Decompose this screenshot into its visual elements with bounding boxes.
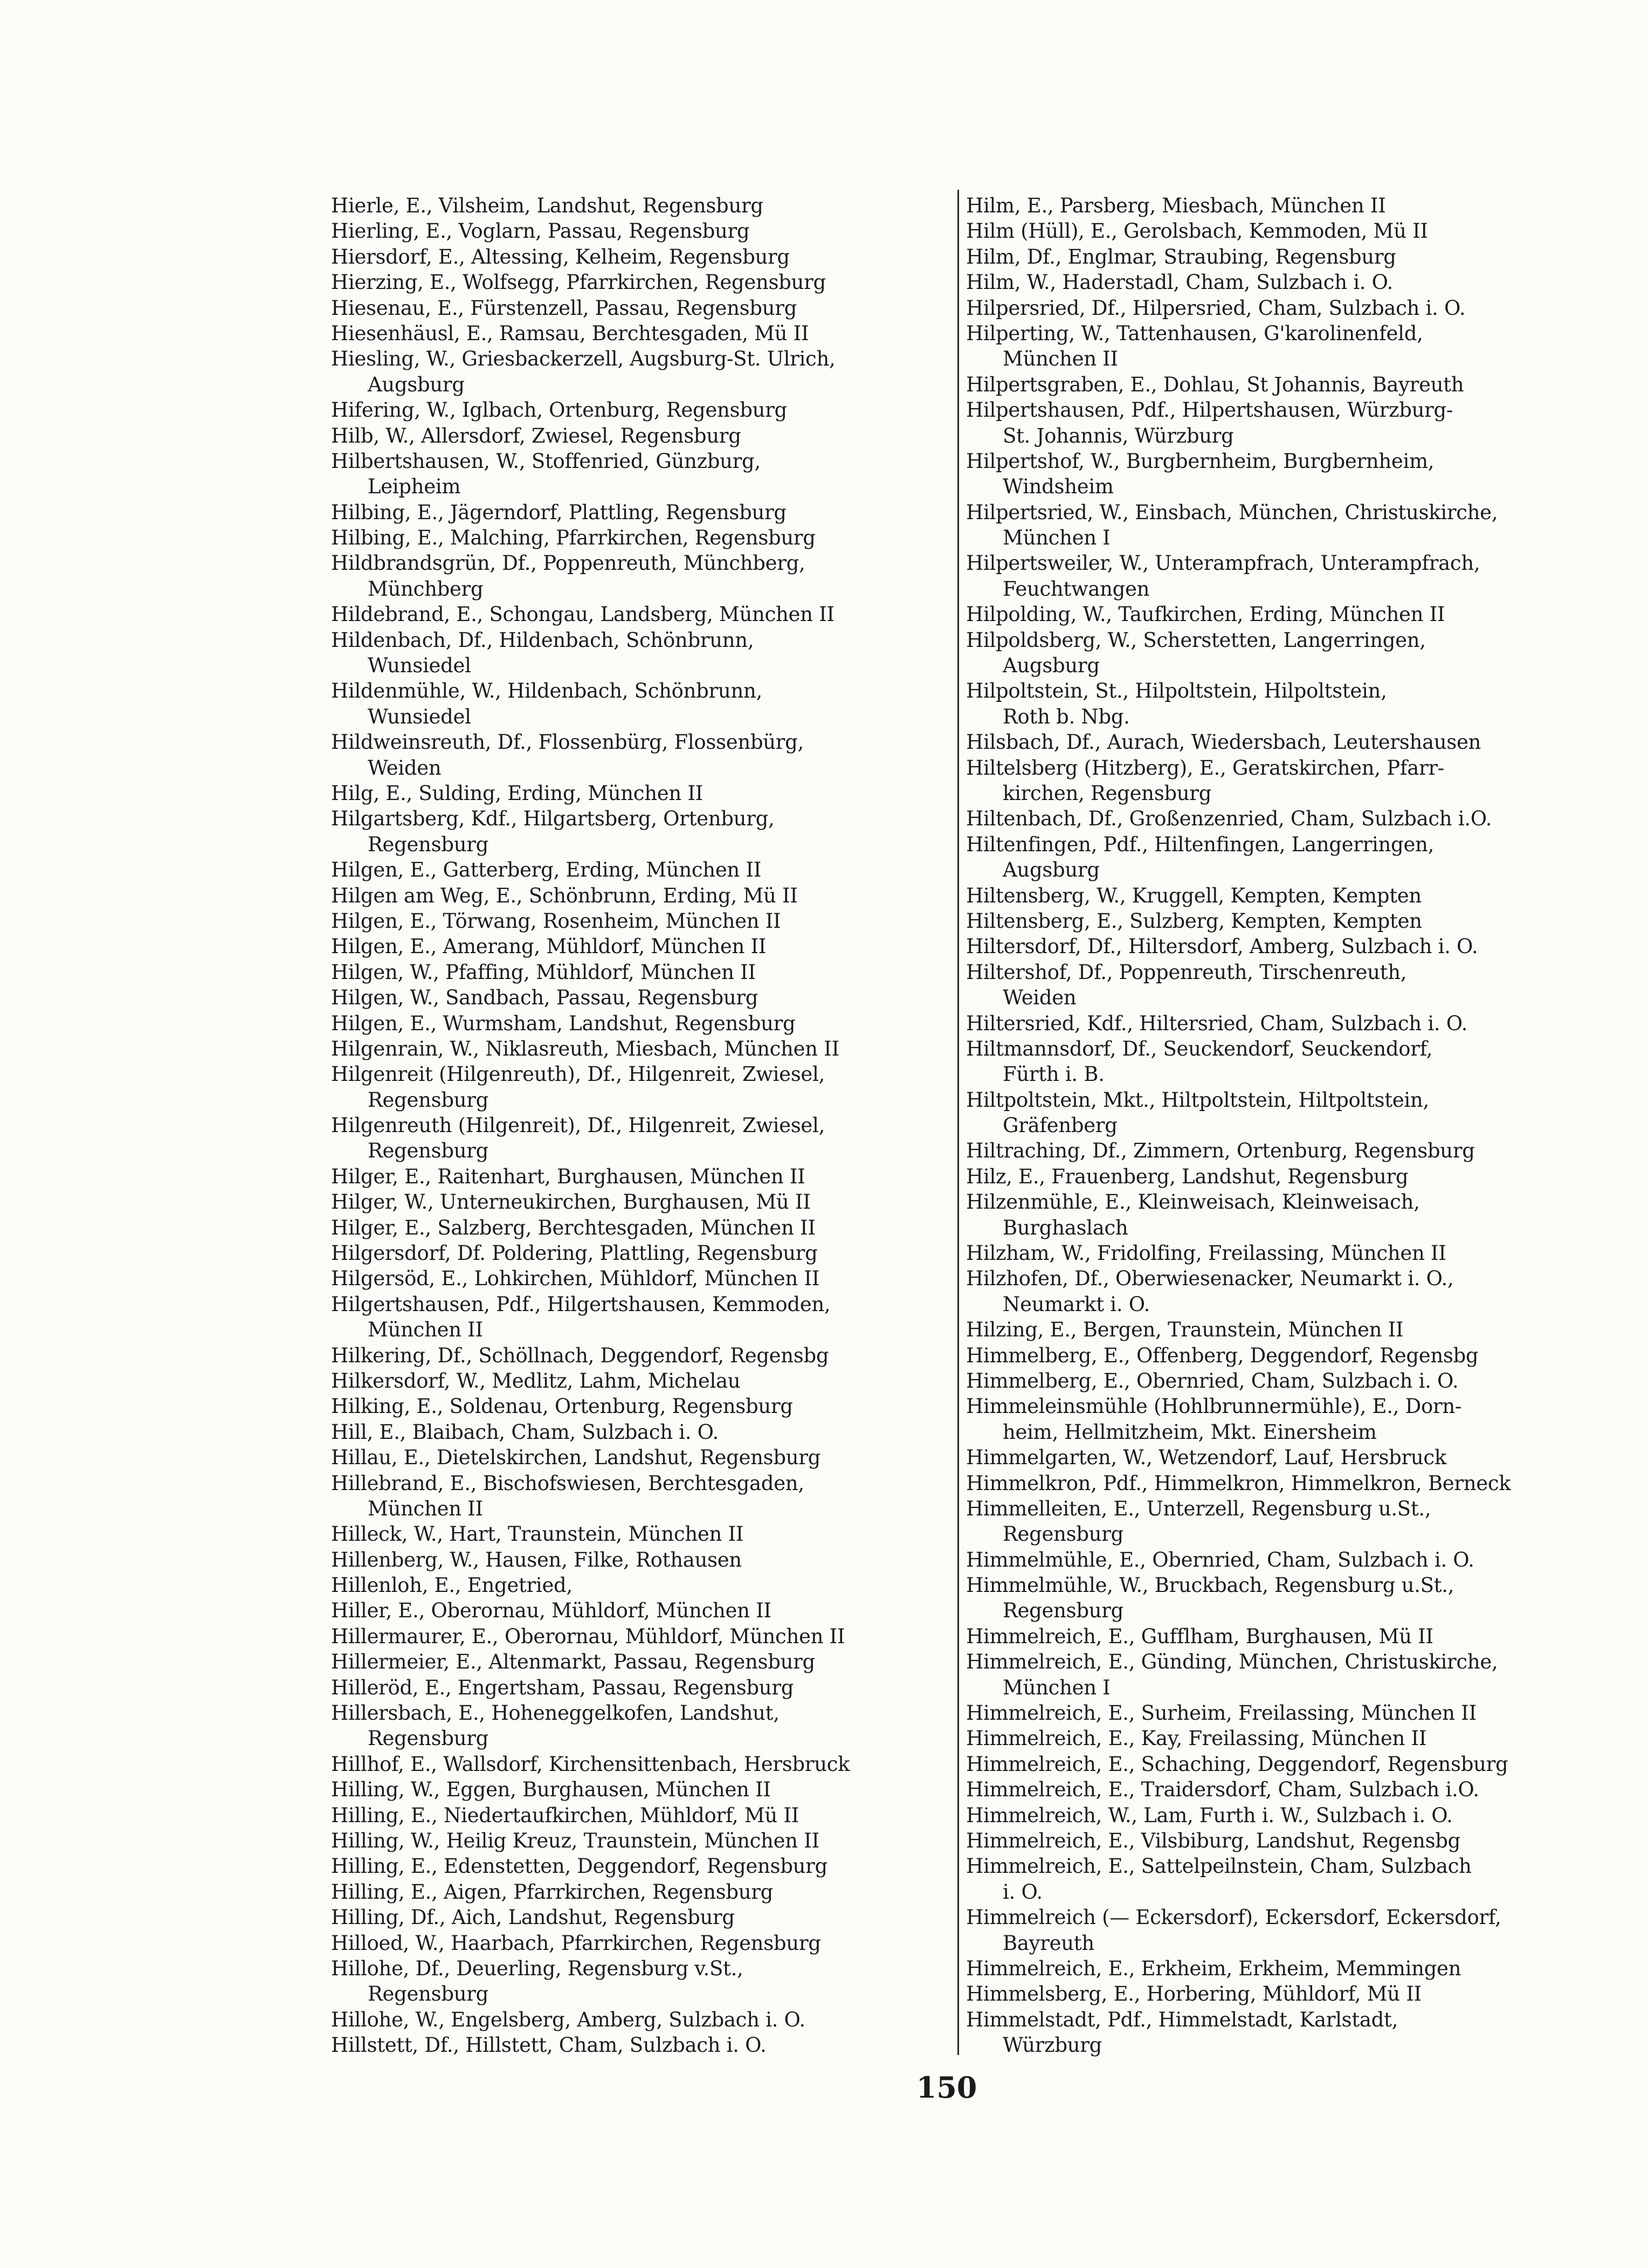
entry-line: Hilgen am Weg, E., Schönbrunn, Erding, Mü II — [331, 884, 798, 907]
gazetteer-entry — [966, 1240, 1586, 1266]
entry-continuation-line: Weiden — [1003, 986, 1077, 1010]
gazetteer-entry — [331, 1113, 951, 1164]
gazetteer-entry — [331, 1036, 951, 1061]
entry-line: Hiersdorf, E., Altessing, Kelheim, Regensburg — [331, 245, 790, 268]
gazetteer-entry — [331, 1240, 951, 1266]
gazetteer-entry — [966, 449, 1586, 500]
gazetteer-entry — [331, 1879, 951, 1905]
gazetteer-entry — [331, 1368, 951, 1394]
entry-continuation-line: Wunsiedel — [368, 705, 471, 728]
entry-line: Hilgartsberg, Kdf., Hilgartsberg, Ortenburg, — [331, 807, 775, 831]
entry-line: Hildenmühle, W., Hildenbach, Schönbrunn, — [331, 679, 762, 703]
gazetteer-entry — [331, 1675, 951, 1700]
right-column — [966, 193, 1586, 2058]
entry-continuation-line: Roth b. Nbg. — [1003, 705, 1130, 728]
entry-line: Himmelreich, E., Vilsbiburg, Landshut, Regensbg — [966, 1829, 1461, 1852]
entry-line: Himmelreich, E., Kay, Freilassing, München II — [966, 1727, 1427, 1750]
entry-line: Hilking, E., Soldenau, Ortenburg, Regensburg — [331, 1395, 793, 1418]
entry-line: Hiltpoltstein, Mkt., Hiltpoltstein, Hiltpoltstein, — [966, 1088, 1429, 1112]
gazetteer-entry — [331, 602, 951, 627]
entry-line: Himmelreich, E., Sattelpeilnstein, Cham, Sulzbach — [966, 1855, 1472, 1878]
gazetteer-entry — [966, 1573, 1586, 1624]
entry-line: Hildbrandsgrün, Df., Poppenreuth, Münchberg, — [331, 552, 805, 575]
entry-line: Hillhof, E., Wallsdorf, Kirchensittenbach, Hersbruck — [331, 1752, 850, 1776]
gazetteer-entry — [331, 397, 951, 423]
entry-line: Hierle, E., Vilsheim, Landshut, Regensburg — [331, 194, 763, 217]
entry-continuation-line: Regensburg — [368, 1727, 489, 1750]
page-number: 150 — [916, 2070, 977, 2105]
entry-line: Himmelmühle, W., Bruckbach, Regensburg u.St., — [966, 1574, 1454, 1597]
entry-continuation-line: München I — [1003, 1676, 1111, 1699]
gazetteer-entry — [331, 1164, 951, 1189]
entry-line: Hilm, Df., Englmar, Straubing, Regensburg — [966, 245, 1396, 268]
entry-line: Hilpertshof, W., Burgbernheim, Burgbernheim, — [966, 449, 1435, 473]
gazetteer-entry — [331, 1547, 951, 1573]
gazetteer-entry — [966, 218, 1586, 244]
entry-continuation-line: Gräfenberg — [1003, 1114, 1118, 1138]
entry-continuation-line: Wunsiedel — [368, 654, 471, 678]
gazetteer-entry — [331, 908, 951, 934]
gazetteer-entry — [966, 1266, 1586, 1317]
entry-continuation-line: Windsheim — [1003, 475, 1114, 499]
gazetteer-entry — [966, 1471, 1586, 1496]
entry-line: Hiltersdorf, Df., Hiltersdorf, Amberg, Sulzbach i. O. — [966, 935, 1478, 959]
entry-continuation-line: Bayreuth — [1003, 1931, 1094, 1955]
entry-continuation-line: Leipheim — [368, 475, 461, 499]
entry-line: Hillermaurer, E., Oberornau, Mühldorf, München II — [331, 1624, 845, 1648]
entry-line: Hilpertsgraben, E., Dohlau, St Johannis, Bayreuth — [966, 373, 1464, 396]
gazetteer-entry — [331, 1649, 951, 1674]
gazetteer-entry — [966, 1547, 1586, 1573]
entry-line: Hiltensberg, W., Kruggell, Kempten, Kempten — [966, 884, 1422, 907]
gazetteer-entry — [331, 1931, 951, 1956]
gazetteer-entry — [966, 628, 1586, 679]
entry-continuation-line: München I — [1003, 526, 1111, 550]
entry-line: Hilleröd, E., Engertsham, Passau, Regensburg — [331, 1676, 794, 1699]
entry-line: Himmelreich, W., Lam, Furth i. W., Sulzbach i. O. — [966, 1803, 1453, 1827]
gazetteer-entry — [331, 1266, 951, 1291]
gazetteer-entry — [331, 270, 951, 295]
gazetteer-entry — [331, 1956, 951, 2007]
entry-line: Hilgen, E., Törwang, Rosenheim, München II — [331, 909, 781, 933]
entry-continuation-line: kirchen, Regensburg — [1003, 781, 1212, 805]
entry-line: Hilpolding, W., Taufkirchen, Erding, München II — [966, 603, 1445, 626]
entry-line: Himmelmühle, E., Obernried, Cham, Sulzbach i. O. — [966, 1548, 1474, 1571]
gazetteer-entry — [966, 832, 1586, 883]
gazetteer-entry — [331, 1803, 951, 1828]
gazetteer-entry — [966, 500, 1586, 551]
entry-continuation-line: St. Johannis, Würzburg — [1003, 424, 1234, 447]
entry-line: Hierling, E., Voglarn, Passau, Regensburg — [331, 219, 750, 243]
gazetteer-entry — [966, 678, 1586, 729]
entry-line: Hilpersried, Df., Hilpersried, Cham, Sulzbach i. O. — [966, 296, 1466, 320]
gazetteer-entry — [966, 550, 1586, 602]
gazetteer-entry — [331, 857, 951, 883]
entry-line: Hillersbach, E., Hoheneggelkofen, Landshut, — [331, 1701, 780, 1725]
entry-continuation-line: Augsburg — [1003, 858, 1100, 882]
entry-line: Hilzhofen, Df., Oberwiesenacker, Neumarkt i. O., — [966, 1267, 1454, 1291]
gazetteer-entry — [331, 960, 951, 985]
entry-line: Hillermeier, E., Altenmarkt, Passau, Regensburg — [331, 1650, 815, 1674]
gazetteer-entry — [966, 1956, 1586, 1981]
gazetteer-entry — [331, 1752, 951, 1777]
gazetteer-entry — [331, 500, 951, 525]
gazetteer-entry — [966, 270, 1586, 295]
gazetteer-entry — [331, 806, 951, 857]
entry-line: Hiesenau, E., Fürstenzell, Passau, Regensburg — [331, 296, 797, 320]
gazetteer-entry — [331, 1905, 951, 1930]
gazetteer-entry — [966, 1752, 1586, 1777]
entry-line: Hillohe, W., Engelsberg, Amberg, Sulzbach i. O. — [331, 2008, 805, 2031]
gazetteer-entry — [331, 1573, 951, 1598]
gazetteer-entry — [331, 1011, 951, 1036]
entry-line: Hiesenhäusl, E., Ramsau, Berchtesgaden, Mü II — [331, 321, 809, 345]
gazetteer-entry — [966, 1036, 1586, 1087]
gazetteer-entry — [966, 1905, 1586, 1956]
gazetteer-entry — [331, 1777, 951, 1802]
entry-line: Hilling, E., Niedertaufkirchen, Mühldorf, Mü II — [331, 1803, 799, 1827]
entry-continuation-line: Feuchtwangen — [1003, 577, 1150, 601]
gazetteer-entry — [966, 1368, 1586, 1394]
entry-line: Hilkersdorf, W., Medlitz, Lahm, Michelau — [331, 1369, 741, 1392]
entry-line: Hildweinsreuth, Df., Flossenbürg, Flossenbürg, — [331, 730, 804, 754]
entry-line: Hilgen, E., Amerang, Mühldorf, München II — [331, 935, 767, 959]
entry-line: Himmelreich, E., Erkheim, Erkheim, Memmingen — [966, 1956, 1461, 1980]
entry-continuation-line: Regensburg — [368, 1982, 489, 2006]
entry-line: Hiltelsberg (Hitzberg), E., Geratskirchen, Pfarr- — [966, 756, 1444, 780]
gazetteer-entry — [966, 321, 1586, 372]
column-divider — [957, 190, 959, 2055]
entry-line: Hillohe, Df., Deuerling, Regensburg v.St., — [331, 1956, 743, 1980]
gazetteer-entry — [331, 525, 951, 550]
entry-line: Himmelreich (— Eckersdorf), Eckersdorf, Eckersdorf, — [966, 1906, 1501, 1929]
gazetteer-entry — [966, 295, 1586, 321]
entry-line: Hilling, W., Heilig Kreuz, Traunstein, München II — [331, 1829, 819, 1852]
entry-continuation-line: Neumarkt i. O. — [1003, 1292, 1150, 1316]
gazetteer-entry — [331, 346, 951, 397]
entry-line: Hilgen, E., Gatterberg, Erding, München II — [331, 858, 762, 882]
gazetteer-entry — [331, 2032, 951, 2058]
entry-line: Himmelreich, E., Günding, München, Christuskirche, — [966, 1650, 1498, 1674]
gazetteer-entry — [331, 1215, 951, 1240]
entry-line: Hiltensberg, E., Sulzberg, Kempten, Kempten — [966, 909, 1422, 933]
entry-line: Hilgen, E., Wurmsham, Landshut, Regensburg — [331, 1011, 796, 1035]
gazetteer-entry — [331, 1853, 951, 1879]
entry-continuation-line: Burghaslach — [1003, 1216, 1128, 1239]
gazetteer-entry — [331, 1445, 951, 1470]
entry-line: Hilleck, W., Hart, Traunstein, München II — [331, 1522, 744, 1546]
entry-continuation-line: München II — [368, 1318, 483, 1342]
entry-line: Hifering, W., Iglbach, Ortenburg, Regensburg — [331, 398, 787, 422]
gazetteer-entry — [966, 1777, 1586, 1802]
gazetteer-entry — [966, 755, 1586, 806]
gazetteer-entry — [966, 1189, 1586, 1240]
gazetteer-entry — [331, 934, 951, 959]
gazetteer-entry — [331, 1419, 951, 1445]
gazetteer-entry — [331, 781, 951, 806]
entry-line: Himmelgarten, W., Wetzendorf, Lauf, Hersbruck — [966, 1446, 1446, 1470]
gazetteer-entry — [966, 1803, 1586, 1828]
gazetteer-entry — [331, 1828, 951, 1853]
gazetteer-entry — [331, 193, 951, 218]
entry-line: Hilpoltstein, St., Hilpoltstein, Hilpoltstein, — [966, 679, 1387, 703]
gazetteer-entry — [966, 1828, 1586, 1853]
entry-line: Hillstett, Df., Hillstett, Cham, Sulzbach i. O. — [331, 2033, 767, 2057]
entry-line: Himmeleinsmühle (Hohlbrunnermühle), E., Dorn- — [966, 1395, 1462, 1418]
gazetteer-entry — [966, 244, 1586, 270]
entry-line: Hilgenreuth (Hilgenreit), Df., Hilgenreit, Zwiesel, — [331, 1114, 825, 1138]
entry-line: Himmelberg, E., Offenberg, Deggendorf, Regensbg — [966, 1343, 1479, 1367]
gazetteer-entry — [966, 1445, 1586, 1470]
gazetteer-entry — [966, 883, 1586, 908]
entry-line: Hiltraching, Df., Zimmern, Ortenburg, Regensburg — [966, 1139, 1475, 1163]
gazetteer-entry — [966, 806, 1586, 831]
entry-line: Hiltershof, Df., Poppenreuth, Tirschenreuth, — [966, 960, 1407, 984]
entry-line: Hilgenrain, W., Niklasreuth, Miesbach, München II — [331, 1037, 839, 1060]
entry-line: Hilbing, E., Jägerndorf, Plattling, Regensburg — [331, 500, 787, 524]
gazetteer-entry — [966, 1853, 1586, 1905]
entry-continuation-line: Regensburg — [368, 1088, 489, 1112]
entry-line: Himmelsberg, E., Horbering, Mühldorf, Mü II — [966, 1982, 1422, 2006]
entry-line: Hilb, W., Allersdorf, Zwiesel, Regensburg — [331, 424, 741, 447]
entry-line: Hillau, E., Dietelskirchen, Landshut, Regensburg — [331, 1446, 821, 1470]
entry-line: Hill, E., Blaibach, Cham, Sulzbach i. O. — [331, 1420, 719, 1444]
entry-line: Hilgen, W., Pfaffing, Mühldorf, München II — [331, 960, 756, 984]
gazetteer-entry — [966, 602, 1586, 627]
gazetteer-entry — [331, 2007, 951, 2032]
gazetteer-entry — [966, 908, 1586, 934]
entry-continuation-line: Regensburg — [1003, 1522, 1124, 1546]
gazetteer-entry — [331, 1394, 951, 1419]
entry-line: Hilger, E., Raitenhart, Burghausen, München II — [331, 1164, 805, 1188]
gazetteer-entry — [966, 1496, 1586, 1547]
gazetteer-entry — [331, 449, 951, 500]
entry-line: Hilpertsried, W., Einsbach, München, Christuskirche, — [966, 500, 1498, 524]
entry-line: Hilkering, Df., Schöllnach, Deggendorf, Regensbg — [331, 1343, 829, 1367]
gazetteer-entry — [966, 1981, 1586, 2007]
entry-line: Hilperting, W., Tattenhausen, G'karolinenfeld, — [966, 321, 1423, 345]
entry-continuation-line: Augsburg — [1003, 654, 1100, 678]
gazetteer-entry — [331, 678, 951, 729]
gazetteer-entry — [966, 1700, 1586, 1726]
entry-line: Hilzham, W., Fridolfing, Freilassing, München II — [966, 1242, 1446, 1265]
entry-line: Hilpertsweiler, W., Unterampfrach, Unterampfrach, — [966, 552, 1480, 575]
entry-line: Hilm, E., Parsberg, Miesbach, München II — [966, 194, 1386, 217]
entry-line: Hilgenreit (Hilgenreuth), Df., Hilgenreit, Zwiesel, — [331, 1063, 825, 1086]
gazetteer-entry — [331, 423, 951, 449]
gazetteer-entry — [331, 550, 951, 602]
entry-line: Hilling, E., Aigen, Pfarrkirchen, Regensburg — [331, 1880, 774, 1904]
entry-continuation-line: München II — [1003, 347, 1118, 371]
entry-line: Hildebrand, E., Schongau, Landsberg, München II — [331, 603, 835, 626]
gazetteer-entry — [966, 2007, 1586, 2058]
entry-line: Hillebrand, E., Bischofswiesen, Berchtesgaden, — [331, 1471, 804, 1495]
gazetteer-entry — [331, 1471, 951, 1522]
entry-line: Hiltenfingen, Pdf., Hiltenfingen, Langerringen, — [966, 832, 1435, 856]
entry-line: Hilsbach, Df., Aurach, Wiedersbach, Leutershausen — [966, 730, 1481, 754]
entry-line: Hilgen, W., Sandbach, Passau, Regensburg — [331, 986, 759, 1010]
entry-line: Himmelreich, E., Surheim, Freilassing, München II — [966, 1701, 1477, 1725]
gazetteer-entry — [966, 1317, 1586, 1342]
entry-line: Hilz, E., Frauenberg, Landshut, Regensburg — [966, 1164, 1409, 1188]
gazetteer-entry — [331, 218, 951, 244]
gazetteer-entry — [331, 628, 951, 679]
gazetteer-entry — [966, 960, 1586, 1011]
gazetteer-entry — [331, 1343, 951, 1368]
entry-line: Hilgersdorf, Df. Poldering, Plattling, Regensburg — [331, 1242, 818, 1265]
entry-continuation-line: heim, Hellmitzheim, Mkt. Einersheim — [1003, 1420, 1377, 1444]
gazetteer-entry — [966, 1343, 1586, 1368]
entry-line: Hilger, E., Salzberg, Berchtesgaden, München II — [331, 1216, 816, 1239]
gazetteer-entry — [331, 244, 951, 270]
entry-continuation-line: Regensburg — [368, 832, 489, 856]
gazetteer-entry — [966, 1138, 1586, 1163]
entry-line: Hilgersöd, E., Lohkirchen, Mühldorf, München II — [331, 1267, 820, 1291]
entry-continuation-line: Fürth i. B. — [1003, 1063, 1105, 1086]
entry-line: Himmelreich, E., Schaching, Deggendorf, Regensburg — [966, 1752, 1508, 1776]
entry-line: Himmelreich, E., Traidersdorf, Cham, Sulzbach i.O. — [966, 1778, 1479, 1802]
entry-line: Hiltmannsdorf, Df., Seuckendorf, Seuckendorf, — [966, 1037, 1433, 1060]
gazetteer-entry — [331, 321, 951, 346]
gazetteer-entry — [966, 934, 1586, 959]
entry-line: Hillenloh, E., Engetried, — [331, 1574, 573, 1597]
entry-line: Hilbertshausen, W., Stoffenried, Günzburg, — [331, 449, 761, 473]
entry-line: Hilpertshausen, Pdf., Hilpertshausen, Würzburg- — [966, 398, 1453, 422]
entry-line: Hierzing, E., Wolfsegg, Pfarrkirchen, Regensburg — [331, 271, 826, 294]
entry-line: Hiltersried, Kdf., Hiltersried, Cham, Sulzbach i. O. — [966, 1011, 1468, 1035]
entry-line: Hiller, E., Oberornau, Mühldorf, München II — [331, 1599, 771, 1623]
gazetteer-entry — [966, 1726, 1586, 1751]
entry-line: Hilg, E., Sulding, Erding, München II — [331, 781, 703, 805]
gazetteer-entry — [331, 985, 951, 1010]
entry-line: Hilzenmühle, E., Kleinweisach, Kleinweisach, — [966, 1190, 1420, 1214]
entry-line: Hilzing, E., Bergen, Traunstein, München II — [966, 1318, 1404, 1342]
gazetteer-entry — [966, 1087, 1586, 1139]
entry-line: Hilm (Hüll), E., Gerolsbach, Kemmoden, Mü II — [966, 219, 1428, 243]
gazetteer-entry — [331, 1624, 951, 1649]
gazetteer-entry — [331, 883, 951, 908]
gazetteer-entry — [331, 1061, 951, 1113]
gazetteer-entry — [966, 193, 1586, 218]
entry-continuation-line: i. O. — [1003, 1880, 1043, 1904]
left-column — [331, 193, 951, 2058]
entry-line: Hilgertshausen, Pdf., Hilgertshausen, Kemmoden, — [331, 1292, 831, 1316]
gazetteer-entry — [966, 1649, 1586, 1700]
entry-line: Hiesling, W., Griesbackerzell, Augsburg-St. Ulrich, — [331, 347, 836, 371]
entry-line: Hilpoldsberg, W., Scherstetten, Langerringen, — [966, 628, 1426, 652]
gazetteer-entry — [966, 372, 1586, 397]
gazetteer-entry — [331, 1292, 951, 1343]
gazetteer-entry — [966, 1394, 1586, 1445]
entry-line: Hilbing, E., Malching, Pfarrkirchen, Regensburg — [331, 526, 816, 550]
entry-line: Hillenberg, W., Hausen, Filke, Rothausen — [331, 1548, 742, 1571]
entry-line: Hilling, Df., Aich, Landshut, Regensburg — [331, 1906, 735, 1929]
gazetteer-entry — [331, 1189, 951, 1215]
gazetteer-entry — [966, 397, 1586, 449]
entry-line: Himmelstadt, Pdf., Himmelstadt, Karlstadt, — [966, 2008, 1398, 2031]
gazetteer-entry — [331, 295, 951, 321]
entry-continuation-line: Würzburg — [1003, 2033, 1102, 2057]
entry-continuation-line: Regensburg — [368, 1139, 489, 1163]
entry-continuation-line: Augsburg — [368, 373, 465, 396]
entry-continuation-line: Weiden — [368, 756, 442, 780]
entry-line: Himmelberg, E., Obernried, Cham, Sulzbach i. O. — [966, 1369, 1459, 1392]
entry-line: Hildenbach, Df., Hildenbach, Schönbrunn, — [331, 628, 754, 652]
gazetteer-entry — [966, 1624, 1586, 1649]
gazetteer-entry — [966, 1011, 1586, 1036]
entry-line: Hilloed, W., Haarbach, Pfarrkirchen, Regensburg — [331, 1931, 821, 1955]
entry-continuation-line: München II — [368, 1497, 483, 1520]
entry-line: Hilm, W., Haderstadl, Cham, Sulzbach i. O. — [966, 271, 1393, 294]
gazetteer-entry — [966, 1164, 1586, 1189]
entry-line: Himmelkron, Pdf., Himmelkron, Himmelkron, Berneck — [966, 1471, 1511, 1495]
entry-line: Hilling, E., Edenstetten, Deggendorf, Regensburg — [331, 1855, 828, 1878]
entry-line: Himmelreich, E., Gufflham, Burghausen, Mü II — [966, 1624, 1433, 1648]
gazetteer-entry — [966, 729, 1586, 755]
gazetteer-entry — [331, 1521, 951, 1547]
entry-line: Hilling, W., Eggen, Burghausen, München II — [331, 1778, 771, 1802]
gazetteer-entry — [331, 1700, 951, 1752]
entry-line: Hiltenbach, Df., Großenzenried, Cham, Sulzbach i.O. — [966, 807, 1492, 831]
gazetteer-entry — [331, 729, 951, 781]
entry-continuation-line: Regensburg — [1003, 1599, 1124, 1623]
entry-continuation-line: Münchberg — [368, 577, 484, 601]
entry-line: Hilger, W., Unterneukirchen, Burghausen, Mü II — [331, 1190, 811, 1214]
entry-line: Himmelleiten, E., Unterzell, Regensburg u.St., — [966, 1497, 1431, 1520]
gazetteer-entry — [331, 1598, 951, 1623]
